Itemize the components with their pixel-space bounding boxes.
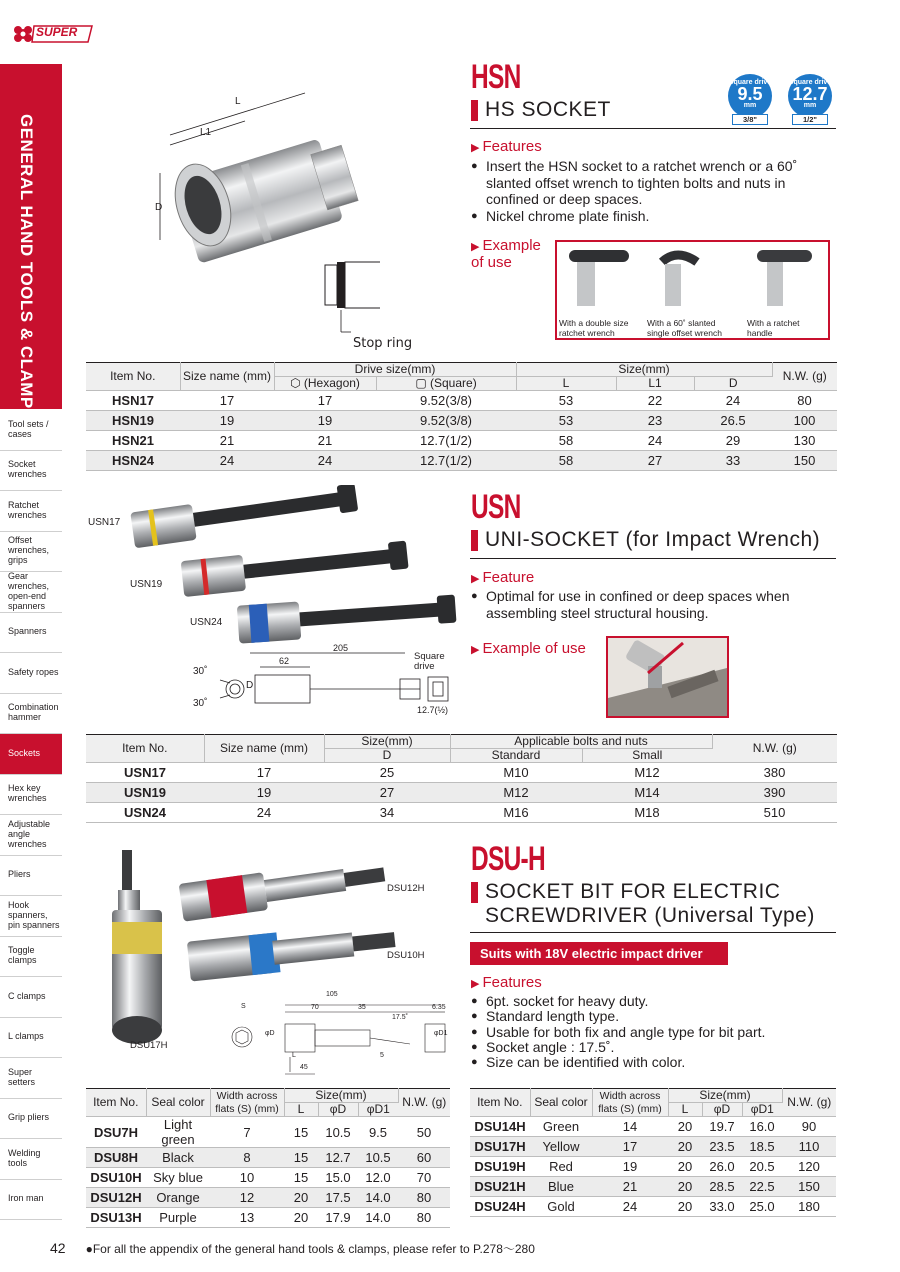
table-row xyxy=(86,783,837,803)
usn-th-app: Applicable bolts and nuts xyxy=(450,735,712,749)
cell: M12 xyxy=(450,783,582,803)
usn-table xyxy=(86,734,837,823)
side-item-ratchet-wrenches[interactable]: Ratchet wrenches xyxy=(0,491,62,532)
dsu-feature-2: ● Standard length type. xyxy=(471,1009,831,1024)
hsn-example-title: ▶ Example of use xyxy=(471,238,551,271)
cell: 20 xyxy=(668,1177,702,1197)
side-item-welding-tools[interactable]: Welding tools xyxy=(0,1139,62,1180)
hsn-th-nw: N.W. (g) xyxy=(772,363,837,391)
cell: Black xyxy=(146,1148,210,1168)
table-row xyxy=(470,1197,836,1217)
dsu-dim-s: S xyxy=(241,1003,246,1010)
badge-unit: mm xyxy=(803,102,817,109)
cell: 22 xyxy=(616,391,694,411)
side-item-super-setters[interactable]: Super setters xyxy=(0,1058,62,1099)
cell: 53 xyxy=(516,411,616,431)
cell: 80 xyxy=(398,1188,450,1208)
side-item-spanners[interactable]: Spanners xyxy=(0,613,62,654)
table-row xyxy=(470,1117,836,1137)
usn-code: USN xyxy=(471,488,521,526)
badge-inch: 3/8" xyxy=(732,114,768,125)
usn-example-photo xyxy=(606,636,729,718)
side-item-socket-wrenches[interactable]: Socket wrenches xyxy=(0,451,62,492)
hsn-dim-d: D xyxy=(155,202,163,213)
cell: 120 xyxy=(782,1157,836,1177)
hsn-th-item: Item No. xyxy=(86,363,180,391)
badge-value: 9.5 xyxy=(737,84,763,104)
dsu-feature-5: ● Size can be identified with color. xyxy=(471,1055,831,1070)
cell: 20 xyxy=(668,1117,702,1137)
cell: Red xyxy=(530,1157,592,1177)
cell: 16.0 xyxy=(742,1117,782,1137)
cell: 26.0 xyxy=(702,1157,742,1177)
hexagon-icon: ⬡ xyxy=(290,376,301,390)
usn-diagram xyxy=(120,485,460,720)
cell: 510 xyxy=(712,803,837,823)
usn-example-image xyxy=(608,638,727,716)
dsu-dim-5: 5 xyxy=(380,1052,384,1059)
cell: DSU10H xyxy=(86,1168,146,1188)
square-drive-icon: ▢ xyxy=(415,376,427,390)
cell: 390 xyxy=(712,783,837,803)
hsn-feature-2: ● Nickel chrome plate finish. xyxy=(471,208,821,225)
cell: 53 xyxy=(516,391,616,411)
usn-angle-1: 30˚ xyxy=(193,666,208,677)
side-title-bar xyxy=(0,64,62,421)
hsn-th-dim: Size(mm) xyxy=(516,363,772,377)
hsn-th-d: D xyxy=(694,377,772,391)
cell: 12.7(1/2) xyxy=(376,431,516,451)
dsu-r-th-d: φD xyxy=(702,1103,742,1117)
cell: 20 xyxy=(284,1208,318,1228)
cell: 21 xyxy=(592,1177,668,1197)
table-row xyxy=(470,1137,836,1157)
side-item-gear-wrenches[interactable]: Gear wrenches, open-end spanners xyxy=(0,572,62,613)
hsn-code: HSN xyxy=(471,58,521,96)
cell: 24 xyxy=(592,1197,668,1217)
cell: 27 xyxy=(616,451,694,471)
hsn-features xyxy=(471,158,821,224)
side-item-l-clamps[interactable]: L clamps xyxy=(0,1018,62,1059)
dsu-label-12h: DSU12H xyxy=(387,883,425,894)
cell: 180 xyxy=(782,1197,836,1217)
hsn-title xyxy=(471,98,611,122)
cell: 19 xyxy=(592,1157,668,1177)
badge-unit: mm xyxy=(743,102,757,109)
cell: 17 xyxy=(274,391,376,411)
cell: 130 xyxy=(772,431,837,451)
hsn-example-caption-3: With a ratchet handle xyxy=(747,318,800,338)
side-item-offset-wrenches[interactable]: Offset wrenches, grips xyxy=(0,532,62,573)
cell: 14.0 xyxy=(358,1208,398,1228)
cell: 50 xyxy=(398,1117,450,1148)
cell: DSU14H xyxy=(470,1117,530,1137)
dsu-l-th-item: Item No. xyxy=(86,1089,146,1117)
usn-label-24: USN24 xyxy=(190,617,223,628)
dsu-feature-4: ● Socket angle : 17.5˚. xyxy=(471,1040,831,1055)
hsn-th-hex xyxy=(274,377,376,391)
cell: DSU17H xyxy=(470,1137,530,1157)
page-number: 42 xyxy=(50,1240,66,1256)
usn-dim-d: D xyxy=(246,680,254,691)
cell: 80 xyxy=(772,391,837,411)
dsu-dim-70: 70 xyxy=(311,1004,319,1011)
cell: 22.5 xyxy=(742,1177,782,1197)
table-row xyxy=(86,1168,450,1188)
usn-feature-title: ▶ Feature xyxy=(471,569,534,586)
usn-th-small: Small xyxy=(582,749,712,763)
brand-logo xyxy=(12,22,94,46)
table-row xyxy=(86,391,837,411)
cell: DSU8H xyxy=(86,1148,146,1168)
side-item-combination-hammer[interactable]: Combination hammer xyxy=(0,694,62,735)
dsu-dim-105: 105 xyxy=(326,991,338,998)
cell: 10.5 xyxy=(358,1148,398,1168)
dsu-r-th-size: Size(mm) xyxy=(668,1089,782,1103)
usn-th-nw: N.W. (g) xyxy=(712,735,837,763)
cell: 24 xyxy=(180,451,274,471)
cell: 7 xyxy=(210,1117,284,1148)
badge-9-5 xyxy=(728,74,772,124)
side-item-toggle-clamps[interactable]: Toggle clamps xyxy=(0,937,62,978)
usn-angle-2: 30˚ xyxy=(193,698,208,709)
cell: 100 xyxy=(772,411,837,431)
cell: 33.0 xyxy=(702,1197,742,1217)
cell: 23 xyxy=(616,411,694,431)
cell: 24 xyxy=(204,803,324,823)
dsu-l-th-l: L xyxy=(284,1103,318,1117)
hsn-th-sq-label: (Square) xyxy=(430,376,477,390)
usn-dim-62: 62 xyxy=(279,656,290,666)
usn-features xyxy=(471,588,811,621)
cell: 24 xyxy=(694,391,772,411)
cell: 110 xyxy=(782,1137,836,1157)
side-item-tool-sets[interactable]: Tool sets / cases xyxy=(0,410,62,451)
cell: Sky blue xyxy=(146,1168,210,1188)
cell: Gold xyxy=(530,1197,592,1217)
hsn-table xyxy=(86,362,837,471)
cell: Green xyxy=(530,1117,592,1137)
usn-example-title: ▶ Example of use xyxy=(471,640,586,657)
usn-th-item: Item No. xyxy=(86,735,204,763)
hsn-rule xyxy=(470,128,836,129)
cell: 15 xyxy=(284,1148,318,1168)
hsn-feature-1: ● Insert the HSN socket to a ratchet wrench or a 60˚ slanted offset wrench to tighten bolts and nuts in confined or deep spaces. xyxy=(471,158,821,208)
dsu-l-th-seal: Seal color xyxy=(146,1089,210,1117)
cell: 29 xyxy=(694,431,772,451)
cell: Orange xyxy=(146,1188,210,1208)
hsn-dim-l1: L1 xyxy=(200,127,212,138)
dsu-feature-3: ● Usable for both fix and angle type for bit part. xyxy=(471,1025,831,1040)
cell: M12 xyxy=(582,763,712,783)
footer xyxy=(50,1240,535,1257)
table-row xyxy=(86,1188,450,1208)
cell: USN19 xyxy=(86,783,204,803)
cell: USN17 xyxy=(86,763,204,783)
dsu-dim-45: 45 xyxy=(300,1064,308,1071)
side-title: GENERAL HAND TOOLS & CLAMPS xyxy=(17,114,36,421)
cell: 58 xyxy=(516,451,616,471)
side-item-c-clamps[interactable]: C clamps xyxy=(0,977,62,1018)
cell: 34 xyxy=(324,803,450,823)
cell: 12.0 xyxy=(358,1168,398,1188)
dsu-label-10h: DSU10H xyxy=(387,950,425,961)
dsu-r-th-seal: Seal color xyxy=(530,1089,592,1117)
cell: 24 xyxy=(616,431,694,451)
dsu-table-left xyxy=(86,1088,450,1228)
cell: 27 xyxy=(324,783,450,803)
usn-square-drive: Square drive xyxy=(414,651,445,672)
table-row xyxy=(86,431,837,451)
dsu-code: DSU-H xyxy=(471,840,545,878)
usn-feature-1: ● Optimal for use in confined or deep spaces when assembling steel structural housing. xyxy=(471,588,811,621)
cell: HSN21 xyxy=(86,431,180,451)
side-item-hook-spanners[interactable]: Hook spanners, pin spanners xyxy=(0,896,62,937)
table-row xyxy=(470,1177,836,1197)
dsu-r-th-nw: N.W. (g) xyxy=(782,1089,836,1117)
brand-text: SUPER xyxy=(36,25,78,39)
cell: DSU13H xyxy=(86,1208,146,1228)
cell: 58 xyxy=(516,431,616,451)
dsu-dim-l: L xyxy=(292,1052,296,1059)
cell: 19 xyxy=(204,783,324,803)
side-item-sockets[interactable]: Sockets xyxy=(0,734,62,775)
cell: 17 xyxy=(592,1137,668,1157)
dsu-dim-angle: 17.5˚ xyxy=(392,1014,408,1021)
cell: 10.5 xyxy=(318,1117,358,1148)
footer-note: ●For all the appendix of the general hand tools & clamps, please refer to P.278～280 xyxy=(85,1242,535,1256)
cell: 150 xyxy=(782,1177,836,1197)
hsn-example-photos xyxy=(557,242,828,312)
cell: 14 xyxy=(592,1117,668,1137)
cell: 18.5 xyxy=(742,1137,782,1157)
dsu-l-th-width: Width across flats (S) (mm) xyxy=(210,1089,284,1117)
dsu-suits-banner: Suits with 18V electric impact driver xyxy=(470,942,728,965)
table-row xyxy=(86,451,837,471)
side-item-hex-key[interactable]: Hex key wrenches xyxy=(0,775,62,816)
cell: 19 xyxy=(274,411,376,431)
badge-top: Square drive xyxy=(728,79,772,86)
badge-12-7 xyxy=(788,74,832,124)
hsn-example-caption-2: With a 60˚ slanted single offset wrench xyxy=(647,318,722,338)
cell: DSU7H xyxy=(86,1117,146,1148)
side-item-iron-man[interactable]: Iron man xyxy=(0,1180,62,1221)
usn-th-std: Standard xyxy=(450,749,582,763)
table-row xyxy=(86,1208,450,1228)
dsu-r-th-d1: φD1 xyxy=(742,1103,782,1117)
dsu-label-17h: DSU17H xyxy=(130,1040,168,1051)
cell: 80 xyxy=(398,1208,450,1228)
dsu-feature-1: ● 6pt. socket for heavy duty. xyxy=(471,994,831,1009)
dsu-dim-d1: φD1 xyxy=(434,1030,448,1037)
cell: 12 xyxy=(210,1188,284,1208)
cell: 70 xyxy=(398,1168,450,1188)
dsu-r-th-width: Width across flats (S) (mm) xyxy=(592,1089,668,1117)
dsu-l-th-size: Size(mm) xyxy=(284,1089,398,1103)
cell: 25.0 xyxy=(742,1197,782,1217)
usn-label-17: USN17 xyxy=(88,517,121,528)
cell: HSN24 xyxy=(86,451,180,471)
dsu-l-th-nw: N.W. (g) xyxy=(398,1089,450,1117)
cell: 9.52(3/8) xyxy=(376,391,516,411)
dsu-name-line-2: SCREWDRIVER (Universal Type) xyxy=(485,904,815,927)
cell: 150 xyxy=(772,451,837,471)
cell: 19 xyxy=(180,411,274,431)
side-item-grip-pliers[interactable]: Grip pliers xyxy=(0,1099,62,1140)
dsu-features xyxy=(471,994,831,1070)
cell: 12.7(1/2) xyxy=(376,451,516,471)
cell: 21 xyxy=(274,431,376,451)
cell: 20 xyxy=(284,1188,318,1208)
cell: 13 xyxy=(210,1208,284,1228)
badge-top: Square drive xyxy=(788,79,832,86)
cell: 23.5 xyxy=(702,1137,742,1157)
cell: 26.5 xyxy=(694,411,772,431)
cell: HSN17 xyxy=(86,391,180,411)
usn-square-val: 12.7(½) xyxy=(417,705,449,715)
cell: M16 xyxy=(450,803,582,823)
cell: 25 xyxy=(324,763,450,783)
table-row xyxy=(470,1157,836,1177)
dsu-l-th-d: φD xyxy=(318,1103,358,1117)
cell: 9.5 xyxy=(358,1117,398,1148)
badge-inch: 1/2" xyxy=(792,114,828,125)
cell: 8 xyxy=(210,1148,284,1168)
cell: DSU24H xyxy=(470,1197,530,1217)
cell: Purple xyxy=(146,1208,210,1228)
dsu-title xyxy=(471,880,815,928)
hsn-diagram xyxy=(145,85,380,355)
cell: Yellow xyxy=(530,1137,592,1157)
side-item-adjustable-angle[interactable]: Adjustable angle wrenches xyxy=(0,815,62,856)
dsu-l-th-d1: φD1 xyxy=(358,1103,398,1117)
cell: 14.0 xyxy=(358,1188,398,1208)
badge-value: 12.7 xyxy=(792,84,828,104)
usn-name: UNI-SOCKET (for Impact Wrench) xyxy=(485,528,821,551)
dsu-r-th-item: Item No. xyxy=(470,1089,530,1117)
usn-dim-205: 205 xyxy=(333,643,349,653)
hsn-example-caption-1: With a double size ratchet wrench xyxy=(559,318,629,338)
usn-title xyxy=(471,528,820,552)
hsn-stop-ring-label: Stop ring xyxy=(353,336,413,351)
cell: 17 xyxy=(204,763,324,783)
dsu-name xyxy=(485,880,815,928)
cell: 17 xyxy=(180,391,274,411)
dsu-name-line-1: SOCKET BIT FOR ELECTRIC xyxy=(485,880,781,903)
cell: 24 xyxy=(274,451,376,471)
cell: Light green xyxy=(146,1117,210,1148)
cell: Blue xyxy=(530,1177,592,1197)
cell: 12.7 xyxy=(318,1148,358,1168)
cell: 15 xyxy=(284,1117,318,1148)
usn-th-size: Size name (mm) xyxy=(204,735,324,763)
cell: 20 xyxy=(668,1197,702,1217)
hsn-dim-l: L xyxy=(235,96,241,107)
dsu-dim-d: φD xyxy=(265,1030,275,1037)
cell: 15 xyxy=(284,1168,318,1188)
table-row xyxy=(86,803,837,823)
cell: DSU12H xyxy=(86,1188,146,1208)
table-row xyxy=(86,411,837,431)
hsn-th-sq xyxy=(376,377,516,391)
side-item-pliers[interactable]: Pliers xyxy=(0,856,62,897)
usn-th-dim: Size(mm) xyxy=(324,735,450,749)
cell: 21 xyxy=(180,431,274,451)
hsn-th-size: Size name (mm) xyxy=(180,363,274,391)
cell: 28.5 xyxy=(702,1177,742,1197)
hsn-th-l: L xyxy=(516,377,616,391)
usn-rule xyxy=(470,558,836,559)
hsn-th-drive: Drive size(mm) xyxy=(274,363,516,377)
dsu-rule xyxy=(470,932,836,933)
dsu-dim-635: 6.35 xyxy=(432,1004,446,1011)
side-item-safety-ropes[interactable]: Safety ropes xyxy=(0,653,62,694)
cell: M14 xyxy=(582,783,712,803)
table-row xyxy=(86,1148,450,1168)
hsn-th-hex-label: (Hexagon) xyxy=(303,376,360,390)
cell: 33 xyxy=(694,451,772,471)
hsn-features-title: ▶ Features xyxy=(471,138,542,155)
dsu-r-th-l: L xyxy=(668,1103,702,1117)
cell: HSN19 xyxy=(86,411,180,431)
cell: DSU21H xyxy=(470,1177,530,1197)
dsu-table-right xyxy=(470,1088,836,1217)
cell: 10 xyxy=(210,1168,284,1188)
cell: USN24 xyxy=(86,803,204,823)
cell: 20 xyxy=(668,1137,702,1157)
table-row xyxy=(86,763,837,783)
cell: DSU19H xyxy=(470,1157,530,1177)
cell: M10 xyxy=(450,763,582,783)
cell: 380 xyxy=(712,763,837,783)
cell: 19.7 xyxy=(702,1117,742,1137)
usn-label-19: USN19 xyxy=(130,579,163,590)
dsu-features-title: ▶ Features xyxy=(471,974,542,991)
cell: 15.0 xyxy=(318,1168,358,1188)
hsn-th-l1: L1 xyxy=(616,377,694,391)
cell: M18 xyxy=(582,803,712,823)
hsn-example-box xyxy=(555,240,830,340)
hsn-name: HS SOCKET xyxy=(485,98,611,121)
cell: 20.5 xyxy=(742,1157,782,1177)
cell: 17.5 xyxy=(318,1188,358,1208)
cell: 9.52(3/8) xyxy=(376,411,516,431)
cell: 17.9 xyxy=(318,1208,358,1228)
cell: 90 xyxy=(782,1117,836,1137)
usn-th-d: D xyxy=(324,749,450,763)
cell: 60 xyxy=(398,1148,450,1168)
cell: 20 xyxy=(668,1157,702,1177)
table-row xyxy=(86,1117,450,1148)
dsu-dim-35: 35 xyxy=(358,1004,366,1011)
side-menu xyxy=(0,410,62,1220)
